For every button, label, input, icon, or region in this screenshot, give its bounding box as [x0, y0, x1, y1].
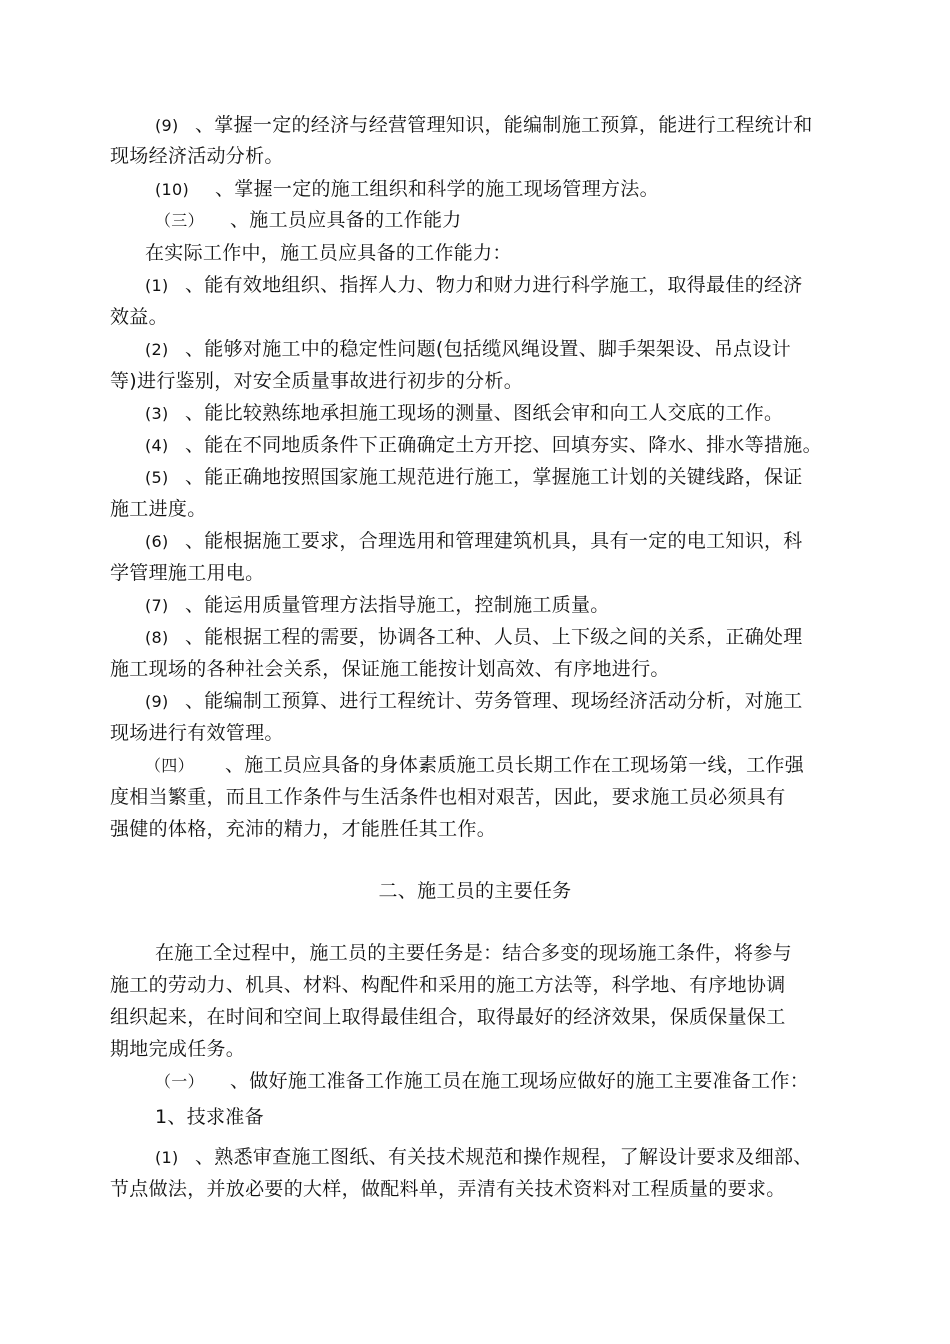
paragraph-line: 学管理施工用电。 — [110, 562, 265, 584]
paragraph-line: 在实际工作中，施工员应具备的工作能力： — [145, 242, 512, 264]
paragraph-line: 强健的体格，充沛的精力，才能胜任其工作。 — [110, 818, 497, 840]
list-item-9-ability — [145, 686, 803, 717]
item-number: (9) — [155, 116, 179, 135]
item-number: (8) — [145, 628, 169, 647]
list-item-5 — [145, 462, 803, 493]
item-text: 、掌握一定的施工组织和科学的施工现场管理方法。 — [215, 178, 659, 200]
section-heading-1 — [155, 1066, 809, 1097]
paragraph-line: 施工的劳动力、机具、材料、构配件和采用的施工方法等，科学地、有序地协调 — [110, 974, 786, 996]
paragraph-line: 等)进行鉴别，对安全质量事故进行初步的分析。 — [110, 370, 524, 392]
item-number: (1) — [155, 1148, 179, 1167]
chapter-heading: 二、施工员的主要任务 — [378, 880, 572, 902]
item-text: 、掌握一定的经济与经营管理知识，能编制施工预算，能进行工程统计和 — [195, 114, 813, 136]
item-text: 、能比较熟练地承担施工现场的测量、图纸会审和向工人交底的工作。 — [185, 402, 784, 424]
section-heading-4 — [145, 750, 804, 781]
list-item-4 — [145, 430, 822, 461]
list-item-10 — [155, 174, 659, 205]
section-title: 、施工员应具备的工作能力 — [230, 209, 462, 231]
section-title: 、做好施工准备工作施工员在施工现场应做好的施工主要准备工作： — [230, 1070, 810, 1092]
item-number: (9) — [145, 692, 169, 711]
item-number: (2) — [145, 340, 169, 359]
item-number: (10) — [155, 180, 190, 199]
item-number: (6) — [145, 532, 169, 551]
item-text: 、能根据施工要求，合理选用和管理建筑机具，具有一定的电工知识，科 — [185, 530, 803, 552]
paragraph-line: 度相当繁重，而且工作条件与生活条件也相对艰苦，因此，要求施工员必须具有 — [110, 786, 786, 808]
section-number: （三） — [155, 211, 204, 230]
list-item-8 — [145, 622, 803, 653]
paragraph-line: 期地完成任务。 — [110, 1038, 246, 1060]
paragraph-line: 组织起来，在时间和空间上取得最佳组合，取得最好的经济效果，保质保量保工 — [110, 1006, 786, 1028]
item-text: 、能运用质量管理方法指导施工，控制施工质量。 — [185, 594, 610, 616]
item-text: 、能有效地组织、指挥人力、物力和财力进行科学施工，取得最佳的经济 — [185, 274, 803, 296]
paragraph-line: 效益。 — [110, 306, 168, 328]
section-title: 、施工员应具备的身体素质施工员长期工作在工现场第一线，工作强 — [225, 754, 805, 776]
paragraph-line: 在施工全过程中，施工员的主要任务是：结合多变的现场施工条件，将参与 — [155, 942, 792, 964]
list-item-3 — [145, 398, 783, 429]
list-item-9-knowledge — [155, 110, 813, 141]
section-heading-3 — [155, 205, 462, 236]
paragraph-line: 节点做法，并放必要的大样，做配料单，弄清有关技术资料对工程质量的要求。 — [110, 1178, 786, 1200]
item-number: (4) — [145, 436, 169, 455]
paragraph-line: 现场经济活动分析。 — [110, 145, 284, 167]
paragraph-line: 现场进行有效管理。 — [110, 722, 284, 744]
item-number: (5) — [145, 468, 169, 487]
list-item-1 — [145, 270, 803, 301]
item-text: 、能根据工程的需要，协调各工种、人员、上下级之间的关系，正确处理 — [185, 626, 803, 648]
list-item-1-tech — [155, 1142, 813, 1173]
list-item-7 — [145, 590, 610, 621]
section-number: （四） — [145, 756, 194, 775]
item-number: (1) — [145, 276, 169, 295]
item-text: 、能编制工预算、进行工程统计、劳务管理、现场经济活动分析，对施工 — [185, 690, 803, 712]
paragraph-line: 施工现场的各种社会关系，保证施工能按计划高效、有序地进行。 — [110, 658, 670, 680]
section-number: （一） — [155, 1072, 204, 1091]
subsection-heading: 1、技求准备 — [155, 1106, 264, 1128]
paragraph-line: 施工进度。 — [110, 498, 207, 520]
list-item-2 — [145, 334, 791, 365]
item-text: 、熟悉审查施工图纸、有关技术规范和操作规程，了解设计要求及细部、 — [195, 1146, 813, 1168]
item-text: 、能正确地按照国家施工规范进行施工，掌握施工计划的关键线路，保证 — [185, 466, 803, 488]
item-number: (3) — [145, 404, 169, 423]
item-text: 、能够对施工中的稳定性问题(包括缆风绳设置、脚手架架设、吊点设计 — [185, 338, 792, 360]
item-number: (7) — [145, 596, 169, 615]
list-item-6 — [145, 526, 803, 557]
item-text: 、能在不同地质条件下正确确定土方开挖、回填夯实、降水、排水等措施。 — [185, 434, 822, 456]
